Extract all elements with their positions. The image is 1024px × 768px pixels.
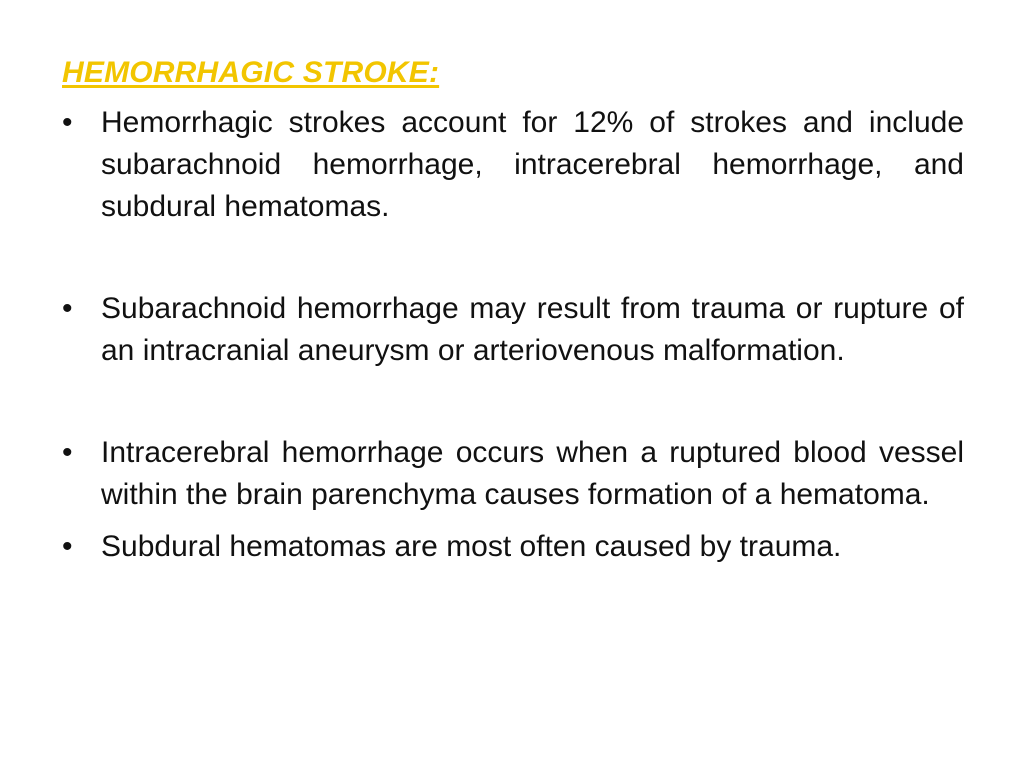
- bullet-icon: •: [62, 436, 73, 469]
- bullet-icon: •: [62, 292, 73, 325]
- bullet-item: [62, 432, 964, 516]
- bullet-text: Hemorrhagic strokes account for 12% of strokes and include subarachnoid hemorrhage, intracerebral hemorrhage, and subdural hematomas.: [101, 106, 964, 223]
- bullet-text: Subarachnoid hemorrhage may result from trauma or rupture of an intracranial aneurysm or arteriovenous malformation.: [101, 292, 964, 367]
- bullet-item: [62, 102, 964, 228]
- bullet-text: Intracerebral hemorrhage occurs when a ruptured blood vessel within the brain parenchyma causes formation of a hematoma.: [101, 436, 964, 511]
- bullet-list: [62, 102, 964, 568]
- bullet-item: [62, 526, 964, 568]
- bullet-icon: •: [62, 106, 73, 139]
- bullet-text: Subdural hematomas are most often caused by trauma.: [101, 530, 842, 563]
- slide-heading: HEMORRHAGIC STROKE:: [62, 56, 440, 89]
- bullet-icon: •: [62, 530, 73, 563]
- bullet-item: [62, 288, 964, 372]
